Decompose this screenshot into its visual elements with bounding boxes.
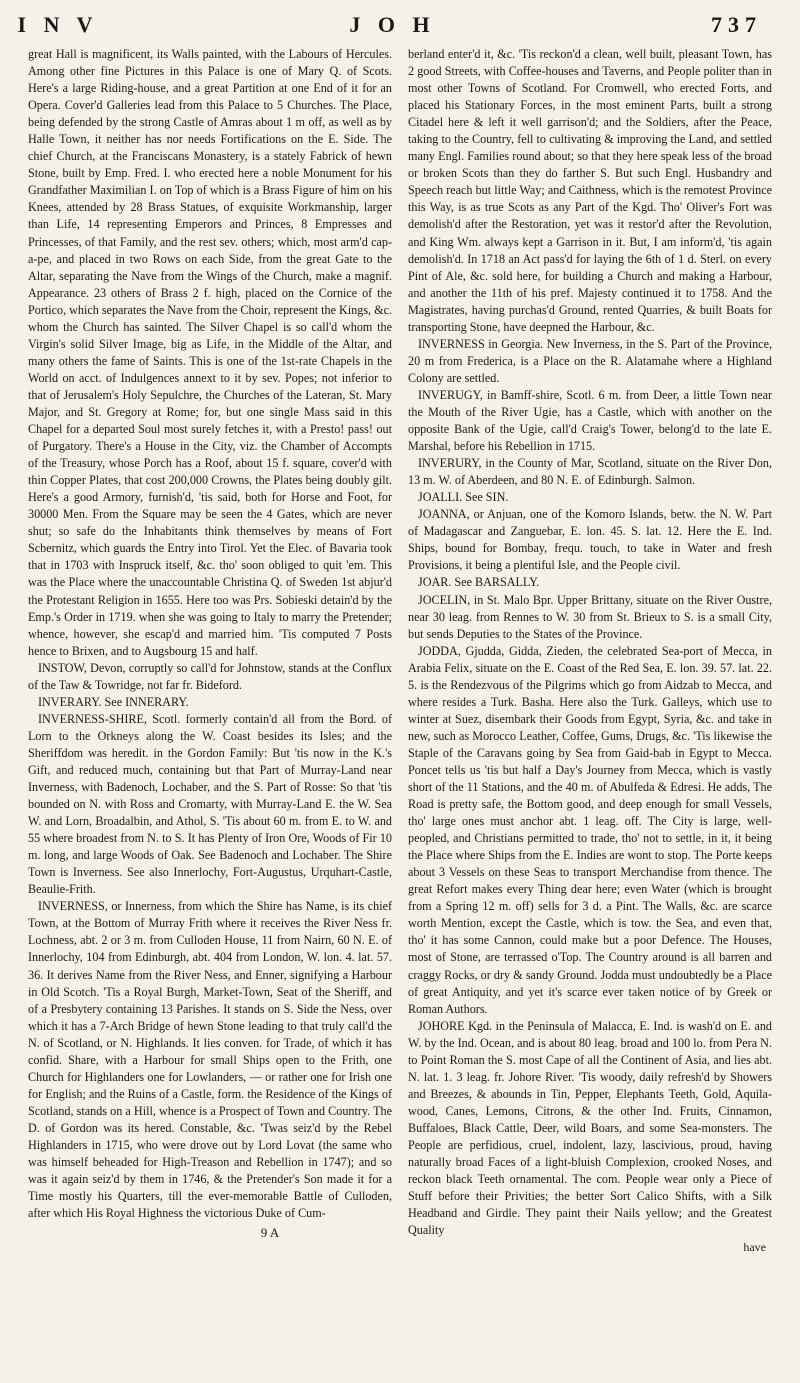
- dictionary-entry: INVERNESS-SHIRE, Scotl. formerly contain'd all from the Bord. of Lorn to the Orkneys along the W. Coast besides its Isles; and the Sheriffdom was heredit. in the Gordon Family: But 'tis now in the K.'s Gift, and reduced much, containing but that Part of Murray-Land near Inverness, with Badenoch, Lochaber, and the S. Part of Rosse: So that 'tis bounded on N. with Ross and Cromarty, with Murray-Land E. the W. Sea W. and Lorn, Broadalbin, and Athol, S. 'Tis about 60 m. from E. to W. and 55 where broadest from N. to S. It has Plenty of Iron Ore, Woods of Fir 10 m. long, and large Woods of Oak. See Badenoch and Lochaber. The Shire Town is Inverness. See also Innerlochy, Fort-Augustus, Urquhart-Castle, Beaulie-Frith.: [28, 711, 392, 897]
- dictionary-entry: JODDA, Gjudda, Gidda, Zieden, the celebrated Sea-port of Mecca, in Arabia Felix, situate on the E. Coast of the Red Sea, E. lon. 39. 57. lat. 22. 5. is the Rendezvous of the Pilgrims which go from Aidzab to Mecca, and where resides a Turk. Basha. Here also the Turk. Galleys, which use to winter at Suez, disembark their Goods from Egypt, Syria, &c. and take in new, such as Morocco Leather, Coffee, Gums, Drugs, &c. 'Tis likewise the Staple of the Caravans going by Sea from Gaid-bab in Egypt to Mecca. Poncet tells us 'tis but half a Day's Journey from Mecca, which is vastly short of the 11 Stations, and the 40 m. of Abulfeda & Edresi. He adds, The Road is pretty safe, the Bottom good, and deep enough for small Vessels, tho' large ones must anchor abt. 1 leag. off. The City is large, well-peopled, and Christians permitted to trade, tho' not to settle, in it, it being the Place where Ships from the E. Indies are wont to stop. The Porte keeps about 3 Vessels on these Seas to transport Merchandise from thence. The great Refort makes every Thing dear here; even Water (which is brought from a Spring 12 m. off) sells for 3 d. a Pint. The Walls, &c. are scarce worth Mention, except the Castle, which is tow. the Sea, and even that, tho' it has some Cannon, could make but a poor Defence. The Houses, most of Stone, are terrassed o'Top. The Country around is all barren and craggy Rocks, or dry & sandy Ground. Jodda must undoubtedly be a Place of great Antiquity, and yet it's scarce ever taken notice of by Greek or Roman Authors.: [408, 643, 772, 1016]
- text-columns: [28, 46, 772, 1256]
- dictionary-entry: JOANNA, or Anjuan, one of the Komoro Islands, betw. the N. W. Part of Madagascar and Zanguebar, E. lon. 45. S. lat. 12. Here the E. Ind. Ships, bound for Bombay, frequ. touch, to take in Water and fresh Provisions, it being a plentiful Isle, and the People civil.: [408, 507, 772, 573]
- right-column: [408, 46, 772, 1256]
- left-column: [28, 46, 392, 1256]
- catchword: have: [743, 1240, 766, 1255]
- signature-mark: 9 A: [260, 1225, 280, 1241]
- page-number: 737: [711, 12, 762, 37]
- dictionary-entry: JOAR. See BARSALLY.: [418, 575, 540, 590]
- dictionary-entry: INSTOW, Devon, corruptly so call'd for Johnstow, stands at the Conflux of the Taw & Towridge, not far fr. Bideford.: [28, 660, 392, 692]
- dictionary-entry: great Hall is magnificent, its Walls painted, with the Labours of Hercules. Among other fine Pictures in this Palace is one of Mary Q. of Scots. Here's a large Riding-house, and a great Partition at one End of it for an Opera. Cover'd Galleries lead from this Palace to 5 Churches. The Place, being defended by the strong Castle of Amras about 1 m off, as well as by Halle Town, it neither has nor needs Fortifications on the E. Side. The chief Church, at the Franciscans Monastery, is a stately Fabrick of hewn Stone, built by Emp. Fred. I. who erected here a noble Monument for his Grandfather Maximilian I. on Top of which is a Brass Figure of him on his Knees, attended by 28 Brass Statues, of exquisite Workmanship, larger than Life, 14 representing Emperors and Princes, 8 Empresses and Princesses, of that Family, and the rest sev. others; which, most arm'd cap-a-pe, and placed in two Rows on each Side, from the great Gate to the Altar, separating the Nave from the Wings of the Church, make a magnif. Appearance. 23 others of Brass 2 f. high, placed on the Cornice of the Portico, which separates the Nave from the Choir, represent the Kings, &c. whom the Church has sainted. The Silver Chapel is so call'd whom the Virgin's solid Silver Image, big as Life, in the Middle of the Altar, and many others the fame of Saints. This is one of the 1st-rate Chapels in the World on acct. of Indulgences annext to it by sev. Popes; not inferior to that of Jerusalem's Holy Sepulchre, the Churches of the Lateran, St. Mary Major, and St. Gregory at Rome; for, but one single Mass said in this Chapel for a departed Soul most surely fetches it, with a Presto! pass! out of Purgatory. There's a House in the City, viz. the Chamber of Accompts of the Treasury, whose Porch has a Roof, about 15 f. square, cover'd with thin Copper Plates, that cost 200,000 Crowns, the Plates being doubly gilt. Here's a good Armory, furnish'd, 'tis said, both for Horse and Foot, for 30000 Men. From the Square may be seen the 4 Gates, which are never shut; so safe do the Inhabitants think themselves by means of Fort Scbernitz, which guards the Entry into Tirol. Yet the Elec. of Bavaria took that in 1703 with Inspruck itself, &c. tho' soon obliged to quit 'em. This was the Place where the unaccountable Christina Q. of Sweden 1st abjur'd the Protestant Religion in 1655. Here too was Prs. Sobieski detain'd by the Emp.'s Order in 1719. when she was going to Italy to marry the Pretender; whence, however, she escap'd and married him. 'Tis computed 7 Posts hence to Brixen, and to Augsbourg 15 and half.: [28, 47, 392, 658]
- dictionary-entry: JOALLI. See SIN.: [418, 490, 509, 505]
- running-head: [17, 12, 772, 42]
- dictionary-entry: INVERUGY, in Bamff-shire, Scotl. 6 m. from Deer, a little Town near the Mouth of the River Ugie, has a Castle, which with another on the opposite Bank of the Ugie, call'd Craig's Tower, belong'd to the late E. Marshal, before his Rebellion in 1715.: [408, 387, 772, 454]
- running-head-center: J O H: [349, 12, 436, 37]
- dictionary-entry: INVERNESS in Georgia. New Inverness, in the S. Part of the Province, 20 m from Frederica, is a Place on the R. Alatamahe where a Highland Colony are settled.: [408, 336, 772, 385]
- dictionary-entry: JOCELIN, in St. Malo Bpr. Upper Brittany, situate on the River Oustre, near 30 leag. from Rennes to W. 30 from St. Brieux to S. is a small City, but sends Deputies to the States of the Province.: [408, 592, 772, 641]
- dictionary-entry: JOHORE Kgd. in the Peninsula of Malacca, E. Ind. is wash'd on E. and W. by the Ind. Ocean, and is about 80 leag. broad and 100 lo. from Pera N. to Point Roman the S. most Cape of all the Continent of Asia, and lies abt. N. lat. 1. 3 leag. fr. Johore River. 'Tis woody, daily refresh'd by Showers and Breezes, & abounds in Tin, Pepper, Elephants Teeth, Gold, Aquila-wood, Canes, Lemons, Citrons, & the other Ind. Fruits, Cinnamon, Buffaloes, Black Cattle, Deer, wild Boars, and some Sea-monsters. The People are perfidious, cruel, indolent, lazy, lascivious, proud, having naturally broad Faces of a light-bluish Complexion, crooked Noses, and reckon black Teeth ornamental. The com. People wear only a Piece of Stuff before their Privities; the better Sort Calico Shifts, with a Silk Headband and Girdle. They paint their Nails yellow; and the Greatest Quality: [408, 1018, 772, 1238]
- dictionary-entry: INVERNESS, or Innerness, from which the Shire has Name, is its chief Town, at the Bottom of Murray Frith where it receives the River Ness fr. Lochness, abt. 2 or 3 m. from Culloden House, 11 from Nairn, 60 N. E. of Innerlochy, 104 from Edinburgh, abt. 404 from London, W. lon. 4. lat. 57. 36. It derives Name from the River Ness, and Enner, signifying a Harbour in Old Scotch. 'Tis a Royal Burgh, Market-Town, Seat of the Sheriff, and of a Presbytery containing 13 Parishes. It stands on S. Side the Ness, over which it has a 7-Arch Bridge of hewn Stone leading to that truly call'd the N. of Scotland, or N. Highlands. It lies conven. for Trade, of which it has confid. Share, with a Harbour for small Ships open to the Frith, one Church for Highlanders one for Lowlanders, — or rather one for Irish one for English; and the Ruins of a Castle, form. the Residence of the Kings of Scotland, stands on a Hill, whence is a Prospect of Town and Country. The D. of Gordon was its hered. Constable, &c. 'Twas seiz'd by the Rebel Highlanders in 1715, who were drove out by Lord Lovat (the same who was himself beheaded for High-Treason and Rebellion in 1747); and so was it again seiz'd by them in 1746, & the Pretender's Son made it for a Time mostly his Quarters, till the ever-memorable Battle of Culloden, after which His Royal Highness the victorious Duke of Cum-: [28, 899, 392, 1221]
- dictionary-entry: INVERURY, in the County of Mar, Scotland, situate on the River Don, 13 m. W. of Aberdeen, and 80 N. E. of Edinburgh. Salmon.: [408, 456, 772, 488]
- dictionary-entry: INVERARY. See INNERARY.: [38, 694, 189, 709]
- dictionary-entry: berland enter'd it, &c. 'Tis reckon'd a clean, well built, pleasant Town, has 2 good Streets, with Coffee-houses and Taverns, and People politer than in most other Towns of Scotland. For Cromwell, who erected Forts, and placed his Stationary Forces, in the most eminent Parts, built a strong Citadel here & left it well garrison'd; and the Soldiers, after the Peace, taking to the Country, fell to cultivating & improving the Land, and settled many Engl. Families round about; so that they here speak less of the broad or broken Scots than they do farther S. But such Engl. Husbandry and Speech reach but little Way; and Caithness, which is the remotest Province this Way, is as true Scots as any Part of the Kgd. Tho' Oliver's Fort was demolish'd after the Restoration, yet was it restor'd after the Revolution, and King Wm. always kept a Garrison in it. But, I am inform'd, 'tis again demolish'd. In 1718 an Act pass'd for laying the 6th of 1 d. Sterl. on every Pint of Ale, &c. sold here, for building a Church and making a Harbour, and another the 11th of his pref. Majesty continued it to 1758. And the Magistrates, having purchas'd Ground, rented Quarries, & built Boats for transporting Stone, have deepned the Harbour, &c.: [408, 47, 772, 334]
- running-head-left: I N V: [17, 12, 99, 37]
